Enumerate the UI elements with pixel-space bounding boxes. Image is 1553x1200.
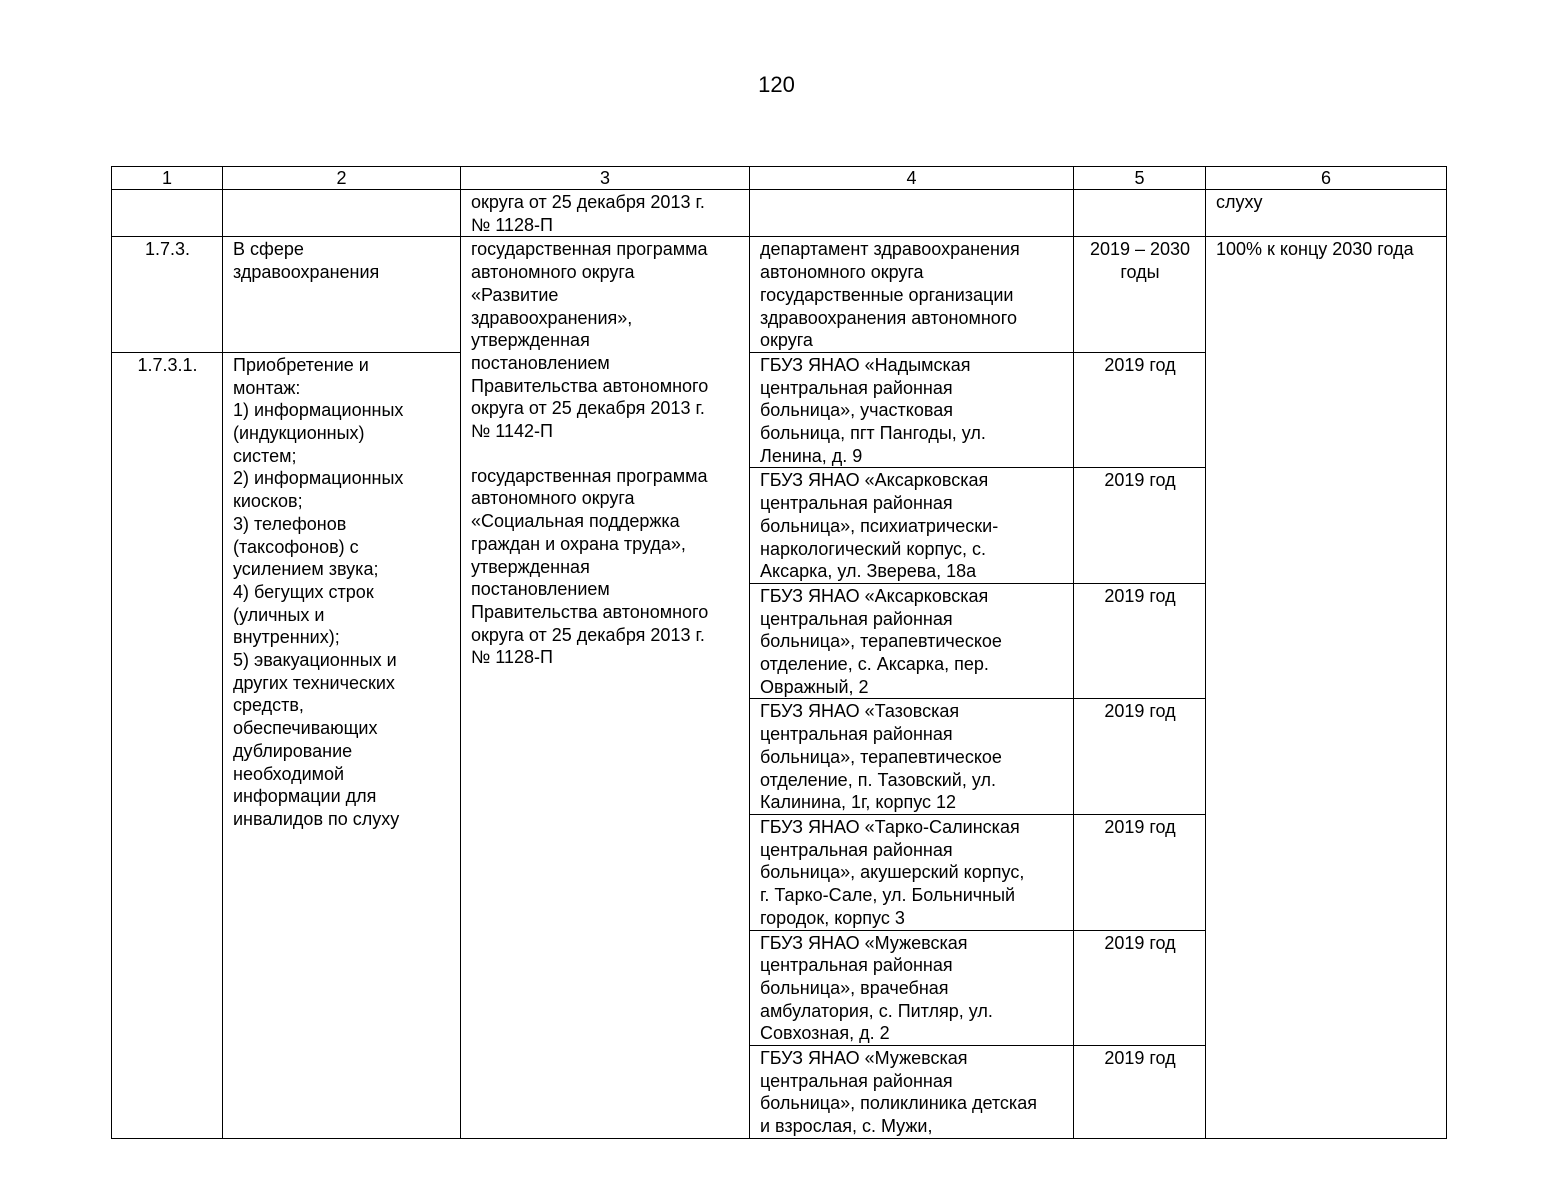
header-cell: 1	[112, 167, 223, 190]
item-number: 1.7.3.	[112, 237, 223, 353]
measures-table	[111, 166, 1447, 1139]
page-number: 120	[758, 72, 795, 97]
header-cell: 3	[461, 167, 750, 190]
header-cell: 5	[1074, 167, 1206, 190]
empty-cell	[223, 190, 461, 237]
item-name: Приобретение и монтаж: 1) информационных (индукционных) систем; 2) информационных киосков; 3) телефонов (таксофонов) с усилением звука; 4) бегущих строк (уличных и внутренних); 5) эвакуационных и других технических средств, обеспечивающих дублирование необходимой информации для инвалидов по слуху	[223, 352, 461, 1138]
table-row	[112, 190, 1447, 237]
responsible-cell: ГБУЗ ЯНАО «Аксарковская центральная районная больница», терапевтическое отделение, с. Аксарка, пер. Овражный, 2	[750, 583, 1074, 699]
term-cell: 2019 год	[1074, 699, 1206, 815]
program-text-1: государственная программа автономного округа «Развитие здравоохранения», утвержденная постановлением Правительства автономного округа от 25 декабря 2013 г. № 1142-П	[471, 239, 709, 442]
program-continuation: округа от 25 декабря 2013 г. № 1128-П	[461, 190, 750, 237]
program-text-2: государственная программа автономного округа «Социальная поддержка граждан и охрана труда», утвержденная постановлением Правительства автономного округа от 25 декабря 2013 г. № 1128-П	[471, 465, 709, 668]
item-number: 1.7.3.1.	[112, 352, 223, 1138]
term-cell: 2019 год	[1074, 352, 1206, 468]
header-cell: 6	[1206, 167, 1447, 190]
term-cell: 2019 – 2030 годы	[1074, 237, 1206, 353]
program-gap	[471, 443, 740, 465]
responsible-cell: ГБУЗ ЯНАО «Надымская центральная районная больница», участковая больница, пгт Пангоды, ул. Ленина, д. 9	[750, 352, 1074, 468]
result-cell: 100% к концу 2030 года	[1206, 237, 1447, 1138]
program-cell	[461, 237, 750, 1138]
header-cell: 2	[223, 167, 461, 190]
empty-cell	[1074, 190, 1206, 237]
empty-cell	[750, 190, 1074, 237]
responsible-cell: ГБУЗ ЯНАО «Аксарковская центральная районная больница», психиатрически- наркологический корпус, с. Аксарка, ул. Зверева, 18а	[750, 468, 1074, 584]
term-cell: 2019 год	[1074, 930, 1206, 1046]
term-cell: 2019 год	[1074, 468, 1206, 584]
responsible-cell: ГБУЗ ЯНАО «Мужевская центральная районная больница», врачебная амбулатория, с. Питляр, ул. Совхозная, д. 2	[750, 930, 1074, 1046]
responsible-cell: ГБУЗ ЯНАО «Тазовская центральная районная больница», терапевтическое отделение, п. Тазовский, ул. Калинина, 1г, корпус 12	[750, 699, 1074, 815]
item-name: В сфере здравоохранения	[223, 237, 461, 353]
responsible-cell: ГБУЗ ЯНАО «Тарко-Салинская центральная районная больница», акушерский корпус, г. Тарко-Сале, ул. Больничный городок, корпус 3	[750, 814, 1074, 930]
empty-cell	[112, 190, 223, 237]
table-row	[112, 237, 1447, 353]
term-cell: 2019 год	[1074, 1046, 1206, 1139]
result-continuation: слуху	[1206, 190, 1447, 237]
responsible-cell: департамент здравоохранения автономного округа государственные организации здравоохранения автономного округа	[750, 237, 1074, 353]
table-header-row	[112, 167, 1447, 190]
header-cell: 4	[750, 167, 1074, 190]
term-cell: 2019 год	[1074, 814, 1206, 930]
responsible-cell: ГБУЗ ЯНАО «Мужевская центральная районная больница», поликлиника детская и взрослая, с. Мужи,	[750, 1046, 1074, 1139]
term-cell: 2019 год	[1074, 583, 1206, 699]
